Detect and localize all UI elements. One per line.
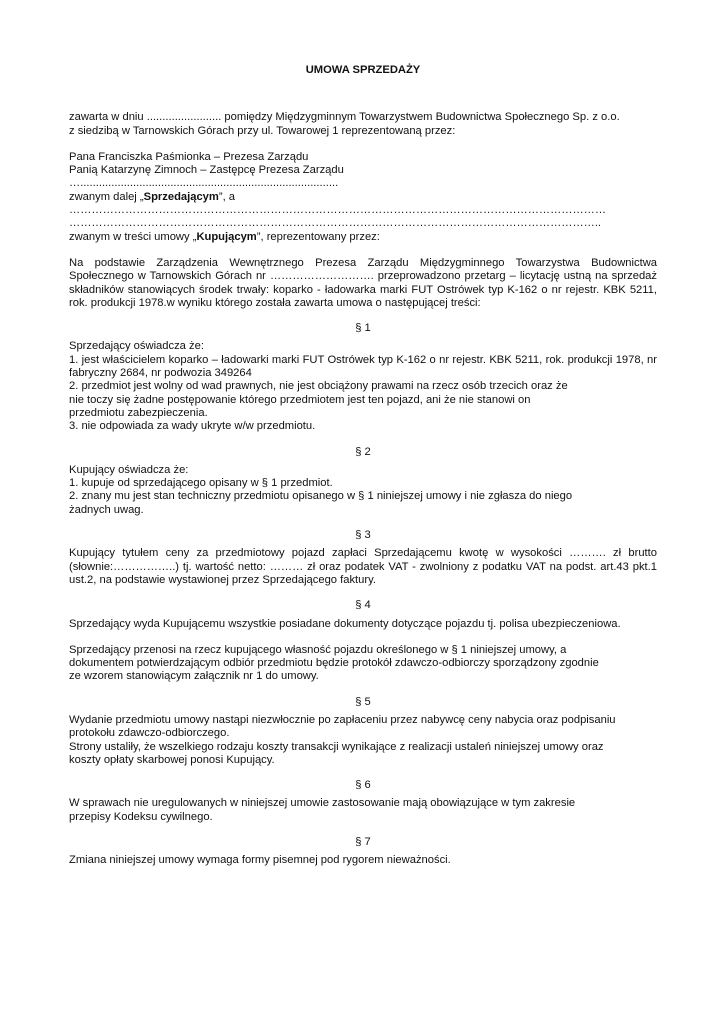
buyer-placeholder-1: ……………………………………………………………………………………………………………………………… [69,204,606,217]
section-4-paragraph-2-line-3: ze wzorem stanowiącym załącznik nr 1 do umowy. [69,670,319,683]
intro-line-1: zawarta w dniu ........................ pomiędzy Międzygminnym Towarzystwem Budownictwa Społecznego Sp. z o.o. [69,111,620,124]
buyer-placeholder-2: …………………………………………………………………………………………………………………………….. [69,217,602,230]
seller-prefix: zwanym dalej „ [69,190,144,203]
representative-2: Panią Katarzynę Zimnoch – Zastępcę Prezesa Zarządu [69,164,344,177]
seller-definition [69,191,657,204]
section-2-heading: § 2 [355,445,371,458]
section-1-point-2-line-2: nie toczy się żadne postępowanie którego przedmiotem jest ten pojazd, ani że nie stanowi on [69,393,531,406]
buyer-definition [69,231,657,244]
document-body [69,64,657,868]
section-1-point-1: 1. jest właścicielem koparko – ładowarki marki FUT Ostrówek typ K-162 o nr rejestr. KBK 5211, rok. produkcji 1978, nr fabryczny 2684, nr podwozia 349264 [69,353,657,380]
buyer-name: Kupującym [196,230,257,243]
section-2-lead: Kupujący oświadcza że: [69,463,189,476]
basis-paragraph: Na podstawie Zarządzenia Wewnętrznego Prezesa Zarządu Międzygminnego Towarzystwa Budownictwa Społecznego w Tarnowskich Górach nr ………………………. przeprowadzono przetarg – licytację ustną na sprzedaż składników stanowiących środek trwały: koparko - ładowarka marki FUT Ostrówek typ K-162 o nr rejestr. KBK 5211, rok. produkcji 1978.w wyniku którego została zawarta umowa o następującej treści: [69,256,657,309]
section-1-point-3: 3. nie odpowiada za wady ukryte w/w przedmiotu. [69,420,316,433]
section-4-heading: § 4 [355,599,371,612]
section-6-line-1: W sprawach nie uregulowanych w niniejszej umowie zastosowanie mają obowiązujące w tym zakresie [69,797,576,810]
section-1-point-2-line-3: przedmiotu zabezpieczenia. [69,406,208,419]
section-1-lead: Sprzedający oświadcza że: [69,340,204,353]
section-4-paragraph-2-line-2: dokumentem potwierdzającym odbiór przedmiotu będzie protokół zdawczo-odbiorczy sporządzony zgodnie [69,657,599,670]
section-5-paragraph-2-line-2: koszty opłaty skarbowej ponosi Kupujący. [69,753,275,766]
section-2-point-2-line-1: 2. znany mu jest stan techniczny przedmiotu opisanego w § 1 niniejszej umowy i nie zgłasza do niego [69,490,573,503]
representative-placeholder: …................................................................................... [69,177,339,190]
section-2-point-1: 1. kupuje od sprzedającego opisany w § 1 przedmiot. [69,477,333,490]
section-3-text: Kupujący tytułem ceny za przedmiotowy pojazd zapłaci Sprzedającemu kwotę w wysokości ………. zł brutto (słownie:……………..) tj. wartość netto: ……… zł oraz podatek VAT - zwolniony z podatku VAT na podst. art.43 pkt.1 ust.2, na podstawie wystawionej przez Sprzedającego faktury. [69,547,657,586]
section-4-paragraph-2-line-1: Sprzedający przenosi na rzecz kupującego własność pojazdu określonego w § 1 niniejszej umowy, a [69,643,567,656]
section-6-heading: § 6 [355,779,371,792]
section-5-paragraph-1-line-2: protokołu zdawczo-odbiorczego. [69,727,230,740]
buyer-suffix: ”, reprezentowany przez: [256,230,380,243]
buyer-prefix: zwanym w treści umowy „ [69,230,197,243]
section-7-heading: § 7 [355,836,371,849]
section-1-point-2-line-1: 2. przedmiot jest wolny od wad prawnych, nie jest obciążony prawami na rzecz osób trzecich oraz że [69,380,568,393]
section-7-line-1: Zmiana niniejszej umowy wymaga formy pisemnej pod rygorem nieważności. [69,854,451,867]
representative-1: Pana Franciszka Paśmionka – Prezesa Zarządu [69,150,309,163]
section-2-point-2-line-2: żadnych uwag. [69,503,144,516]
section-1-heading: § 1 [355,322,371,335]
section-5-heading: § 5 [355,695,371,708]
section-5-paragraph-2-line-1: Strony ustaliły, że wszelkiego rodzaju koszty transakcji wynikające z realizacji ustaleń niniejszej umowy oraz [69,740,604,753]
section-6-line-2: przepisy Kodeksu cywilnego. [69,810,213,823]
section-5-paragraph-1-line-1: Wydanie przedmiotu umowy nastąpi niezwłocznie po zapłaceniu przez nabywcę ceny nabycia oraz podpisaniu [69,713,616,726]
seller-suffix: ”, a [218,190,236,203]
seller-name: Sprzedającym [143,190,219,203]
document-title: UMOWA SPRZEDAŻY [305,64,421,76]
intro-line-2: z siedzibą w Tarnowskich Górach przy ul. Towarowej 1 reprezentowaną przez: [69,124,456,137]
section-4-paragraph-1: Sprzedający wyda Kupującemu wszystkie posiadane dokumenty dotyczące pojazdu tj. polisa ubezpieczeniowa. [69,617,621,630]
section-3-heading: § 3 [355,529,371,542]
